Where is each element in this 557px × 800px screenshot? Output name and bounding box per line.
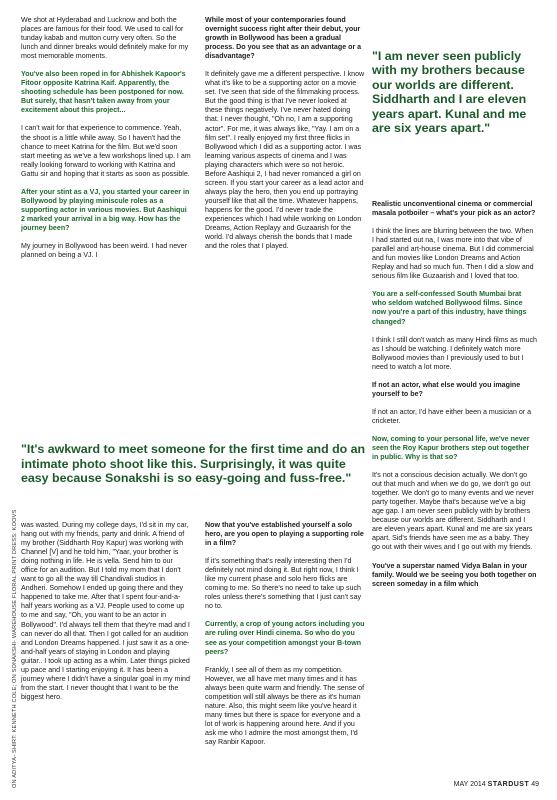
column-3 <box>372 200 537 598</box>
pull-quote-photoshoot: "It's awkward to meet someone for the first time and do an intimate photo shoot like this. Surprisingly, it was quite easy because Sonakshi is so easy-going and fuss-free." <box>21 442 366 486</box>
question-if-not-actor: If not an actor, what else would you imagine yourself to be? <box>372 380 521 398</box>
issue-date: MAY 2014 <box>453 781 486 788</box>
question-competition: Currently, a crop of young actors including you are ruling over Hindi cinema. So who do you see as your competition amongst your B-town peers? <box>205 620 365 656</box>
answer-text: I think I still don't watch as many Hindi films as much as I should be watching. I definitely watch more Bollywood movies than I previously used to but I need to watch a lot more. <box>372 335 537 371</box>
answer-text: My journey in Bollywood has been weird. I had never planned on being a VJ. I <box>21 241 188 260</box>
question-vidya-balan: You've a superstar named Vidya Balan in your family. Would we be seeing you both together on screen someday in a film which <box>372 561 537 588</box>
question-brothers: Now, coming to your personal life, we've never seen the Roy Kapur brothers step out together in public. Why is that so? <box>372 434 530 462</box>
question-fitoor: You've also been roped in for Abhishek Kapoor's Fitoor opposite Katrina Kaif. Apparently, the shooting schedule has been postponed for now. But surely, that hasn't taken away from your excitement about this project... <box>21 70 186 115</box>
magazine-brand: STARDUST <box>487 781 530 788</box>
question-supporting-role: Now that you've established yourself a solo hero, are you open to playing a supporting role in a film? <box>205 521 364 548</box>
question-south-mumbai: You are a self-confessed South Mumbai brat who seldom watched Bollywood films. Since now you're a part of this industry, have things changed? <box>372 290 527 326</box>
answer-text: I think the lines are blurring between the two. When I had started out na, I was more into that vibe of parallel and art-house cinema. But I did commercial and fun movies like London Dreams and Action Replay and had so much fun. Then I did a slow and serious film like Guzaarish and I loved that too. <box>372 227 534 281</box>
answer-text: We shot at Hyderabad and Lucknow and both the places are famous for their food. We used to call for tunday kabab and mutton curry very often. So the lunch and dinner breaks would definitely make for my most memorable moments. <box>21 16 189 61</box>
column-2-bottom <box>205 521 365 756</box>
question-cinema-pick: Realistic unconventional cinema or commercial masala potboiler – what's your pick as an actor? <box>372 200 536 218</box>
question-journey: After your stint as a VJ, you started your career in Bollywood by playing miniscule roles as a supporting actor in various movies. But Aashiqui 2 marked your arrival in a big way. How has the journey been? <box>21 187 190 232</box>
column-1-bottom <box>21 521 191 711</box>
answer-text: It's not a conscious decision actually. We don't go out that much and when we do go, we don't go out together. We don't go to many events and we never party together. Maybe that's because we've a big age gap. I am never seen publicly with by brothers because our worlds are different. Siddharth and I are eleven years apart. Kunal and me are six years apart. Sid's friends have seen me as a baby. They go out with their wives and I go out with my friends. <box>372 471 534 552</box>
answer-text: I can't wait for that experience to commence. Yeah, the shoot is a little while away. So I haven't had the chance to meet Katrina for the film. But we'd soon start meeting as we've a few workshops lined up. I am really looking forward to working with Katrina and Gattu sir and hoping that it starts as soon as possible. <box>21 124 191 178</box>
answer-text: It definitely gave me a different perspective. I know what it's like to be a supporting actor on a movie set. I've seen that side of the filmmaking process. But the good thing is that I've never looked at these things negatively. I've never hated doing that. I never thought, "Oh no, I am a supporting actor". For me, it was always like, "Yay. I am on a film set". I really enjoyed my first three flicks in Bollywood which I did as a supporting actor. I was learning various aspects of cinema and I was playing characters which were so not heroic. Before Aashiqui 2, I had never romanced a girl on screen. If you start your career as a lead actor and always play the hero, then you end up portraying yourself like that all the time. Whatever happens, happens for the good. I'd never trade the experiences which I had while working on London Dreams, Action Replayy and Guzaarish for the world. I'd always cherish the bonds that I made and the roles that I played. <box>205 70 365 251</box>
answer-text: was wasted. During my college days, I'd sit in my car, hang out with my friends, party and drink. A friend of my brother (Siddharth Roy Kapur) was working with Channel [V] and he told him, "Yaar, your brother is doing nothing in life. He is vella. Send him to our office for an audition. But I told my mom that I don't want to go all the way till Chandivali studios in Andheri. Somehow I ended up going there and they happened to take me. After that I spent four-and-a-half years working as a VJ. People used to come up to me and say, "Oh, you want to be an actor in Bollywood". I'd always tell them that they're mad and I can never do all that. Then I got called for an audition and London Dreams happened. I just saw it as a one-and-half years of staying in London and playing guitar.. I took up acting as a whim. Later things picked up pace and I starting enjoying it. It has been a journey where I didn't have a singular goal in my mind from the start. I never thought that I want to be the biggest hero. <box>21 521 190 701</box>
answer-text: If it's something that's really interesting then I'd definitely not mind doing it. But right now, I think I like my current phase and solo hero flicks are coming to me. So there's no need to take up such roles unless there's something that I just can't say no to. <box>205 557 362 611</box>
answer-text: If not an actor, I'd have either been a musician or a cricketer. <box>372 407 532 425</box>
question-gradual-growth: While most of your contemporaries found overnight success right after their debut, your growth in Bollywood has been a gradual process. Do you see that as an advantage or a disadvantage? <box>205 16 362 61</box>
column-2-top <box>205 16 365 260</box>
pull-quote-brothers: "I am never seen publicly with my brothers because our worlds are different. Siddharth and I are eleven years apart. Kunal and me are six years apart." <box>372 49 527 136</box>
photo-credit: ON ADITYA- SHIRT: KENNETH COLE; ON SONAKSHI- WAREHOUSE FLORAL PRINT DRESS: KOOVS <box>12 509 18 788</box>
column-1-top <box>21 16 191 269</box>
page-number: 49 <box>531 781 539 788</box>
page-footer <box>454 781 539 788</box>
answer-text: Frankly, I see all of them as my competition. However, we all have met many times and it has always been quite warm and friendly. The sense of competition will still always be there as it's human nature. Also, this might seem like you've heard it many times but there is space for everyone and a lot of work is happening around here. And if you ask me who I admire the most amongst them, I'd say Ranbir Kapoor. <box>205 665 365 746</box>
